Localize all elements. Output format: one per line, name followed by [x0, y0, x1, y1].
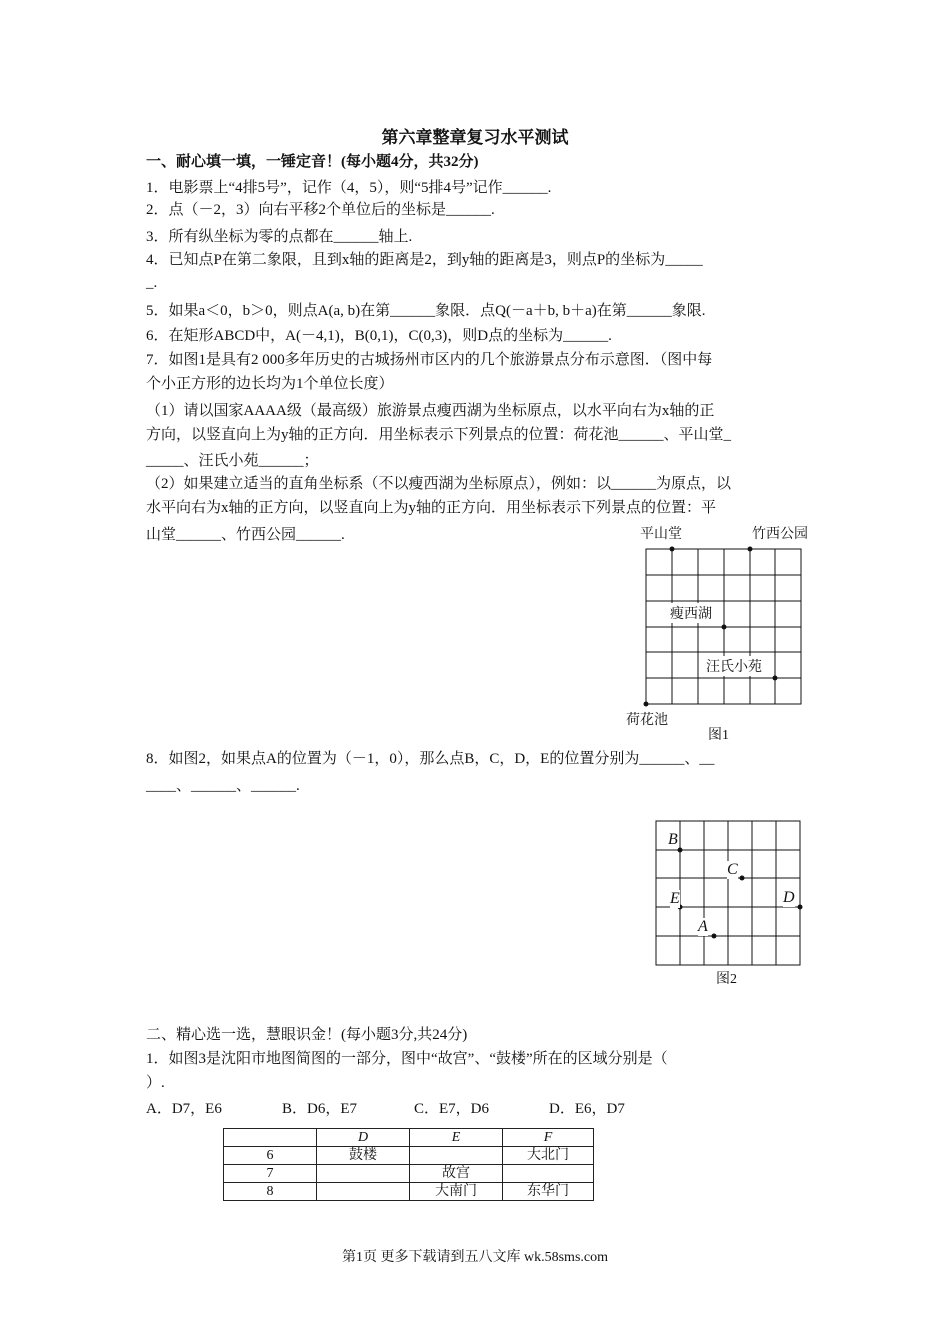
question-7-part2: （2）如果建立适当的直角坐标系（不以瘦西湖为坐标原点），例如：以______为原点，以 [146, 476, 732, 492]
table-cell: 鼓楼 [317, 1147, 410, 1165]
question-4: 4．已知点P在第二象限，且到x轴的距离是2，到y轴的距离是3，则点P的坐标为_____ [146, 252, 703, 268]
label-zhuxi-park: 竹西公园 [752, 523, 808, 543]
question-2: 2．点（－2，3）向右平移2个单位后的坐标是______. [146, 202, 495, 218]
table-cell: 故宫 [410, 1165, 503, 1183]
table-cell: 东华门 [503, 1183, 594, 1201]
table-row [224, 1183, 594, 1201]
question-5: 5．如果a＜0，b＞0，则点A(a, b)在第______象限．点Q(－a＋b, b＋a)在第______象限. [146, 303, 706, 319]
question-4-cont: _. [146, 275, 158, 291]
option-c: C．E7，D6 [414, 1101, 490, 1117]
point-d-label: D [783, 889, 795, 906]
page-footer: 第1页 更多下载请到五八文库 wk.58sms.com [342, 1250, 608, 1265]
point-e-label: E [670, 890, 680, 907]
option-a: A．D7，E6 [146, 1101, 222, 1117]
map-table [223, 1128, 594, 1201]
table-cell: 大北门 [503, 1147, 594, 1165]
table-cell [317, 1165, 410, 1183]
table-cell [503, 1165, 594, 1183]
table-header: D [317, 1129, 410, 1147]
section2-question-1: 1．如图3是沈阳市地图简图的一部分，图中“故宫”、“鼓楼”所在的区域分别是（ [146, 1051, 668, 1067]
question-7-part1-line2: 方向，以竖直向上为y轴的正方向．用坐标表示下列景点的位置：荷花池______、平山堂_ [146, 427, 732, 443]
table-cell [224, 1129, 317, 1147]
table-row [224, 1129, 594, 1147]
label-hehuachi: 荷花池 [626, 709, 668, 729]
figure-1-caption: 图1 [708, 728, 729, 743]
label-wangshi: 汪氏小苑 [706, 656, 762, 676]
section1-heading: 一、耐心填一填，一锤定音！(每小题4分，共32分) [146, 154, 479, 170]
page-title: 第六章整章复习水平测试 [381, 128, 569, 147]
question-7-part1: （1）请以国家AAAA级（最高级）旅游景点瘦西湖为坐标原点，以水平向右为x轴的正 [146, 403, 715, 419]
table-cell: 8 [224, 1183, 317, 1201]
option-b: B．D6，E7 [282, 1101, 358, 1117]
question-7-part2-line3: 山堂______、竹西公园______. [146, 527, 345, 543]
figure-2-caption: 图2 [716, 972, 737, 987]
question-6: 6．在矩形ABCD中，A(－4,1)，B(0,1)，C(0,3)，则D点的坐标为______. [146, 328, 612, 344]
question-7-part1-line3: _____、汪氏小苑______； [146, 453, 319, 469]
point-c-label: C [727, 861, 738, 878]
label-shouxihu: 瘦西湖 [670, 603, 712, 623]
question-8-cont: ____、______、______. [146, 778, 300, 794]
section2-question-1-cont: ）. [146, 1075, 165, 1091]
section2-heading: 二、精心选一选，慧眼识金！(每小题3分,共24分) [146, 1027, 468, 1043]
label-pingshantang: 平山堂 [640, 523, 682, 543]
table-row [224, 1147, 594, 1165]
point-a-label: A [698, 918, 708, 935]
table-header: E [410, 1129, 503, 1147]
question-1: 1．电影票上“4排5号”，记作（4，5），则“5排4号”记作______. [146, 180, 552, 196]
option-d: D．E6，D7 [549, 1101, 625, 1117]
question-8: 8．如图2，如果点A的位置为（－1，0），那么点B，C，D，E的位置分别为______、__ [146, 751, 715, 767]
question-3: 3．所有纵坐标为零的点都在______轴上. [146, 229, 413, 245]
table-cell [317, 1183, 410, 1201]
table-cell: 6 [224, 1147, 317, 1165]
table-row [224, 1165, 594, 1183]
table-cell: 大南门 [410, 1183, 503, 1201]
table-header: F [503, 1129, 594, 1147]
table-cell [410, 1147, 503, 1165]
table-cell: 7 [224, 1165, 317, 1183]
question-7-line2: 个小正方形的边长均为1个单位长度） [146, 376, 394, 392]
question-7-part2-line2: 水平向右为x轴的正方向，以竖直向上为y轴的正方向．用坐标表示下列景点的位置：平 [146, 500, 717, 516]
point-b-label: B [668, 831, 678, 848]
question-7: 7．如图1是具有2 000多年历史的古城扬州市区内的几个旅游景点分布示意图．（图中每 [146, 352, 713, 368]
